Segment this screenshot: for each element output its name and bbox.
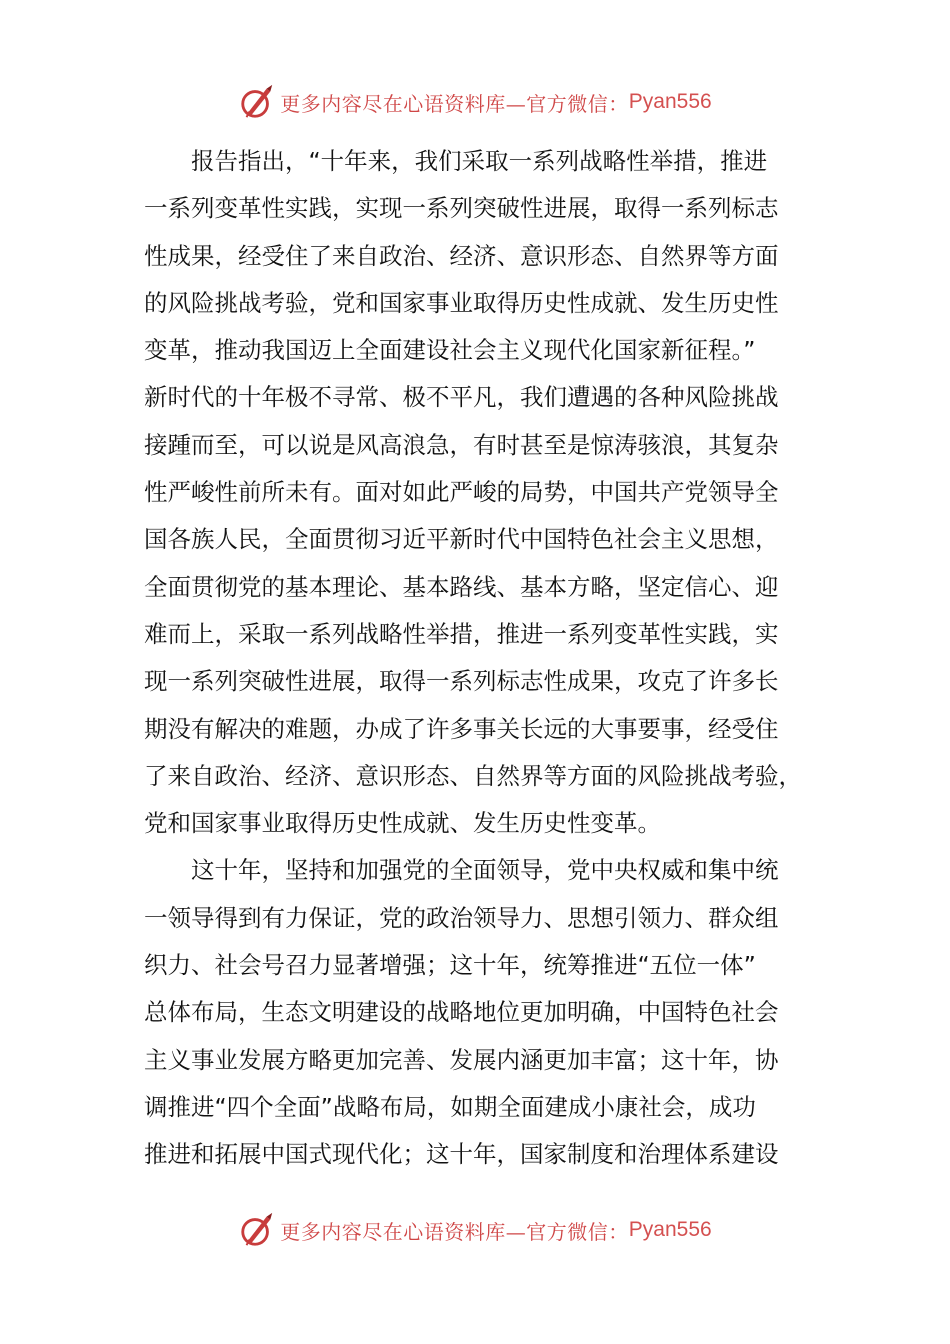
text-line: 接踵而至，可以说是风高浪急，有时甚至是惊涛骇浪，其复杂 (144, 430, 779, 459)
paragraph-2 (144, 847, 824, 1178)
text-line: 党和国家事业取得历史性成就、发生历史性变革。 (144, 809, 661, 838)
paragraph-1 (144, 138, 824, 847)
watermark-wechat-handle: Pyan556 (628, 1218, 712, 1241)
text-line: 一系列变革性实践，实现一系列突破性进展，取得一系列标志 (144, 194, 779, 223)
text-line: 一领导得到有力保证，党的政治领导力、思想引领力、群众组 (144, 903, 779, 932)
quill-pen-logo-icon (238, 83, 276, 121)
text-line: 主义事业发展方略更加完善、发展内涵更加丰富；这十年，协 (144, 1045, 779, 1074)
text-line: 这十年，坚持和加强党的全面领导，党中央权威和集中统 (144, 856, 779, 885)
text-line: 性成果，经受住了来自政治、经济、意识形态、自然界等方面 (144, 241, 779, 270)
document-body (144, 138, 824, 1179)
text-line: 期没有解决的难题，办成了许多事关长远的大事要事，经受住 (144, 714, 779, 743)
text-line: 变革，推动我国迈上全面建设社会主义现代化国家新征程。” (144, 336, 756, 365)
watermark-text: 更多内容尽在心语资料库—官方微信： (280, 91, 629, 116)
text-line: 性严峻性前所未有。面对如此严峻的局势，中国共产党领导全 (144, 478, 779, 507)
watermark-wechat-handle: Pyan556 (628, 90, 712, 113)
header-watermark-banner (0, 82, 950, 122)
watermark-text: 更多内容尽在心语资料库—官方微信： (280, 1219, 629, 1244)
footer-watermark-banner (0, 1210, 950, 1250)
text-line: 织力、社会号召力显著增强；这十年，统筹推进“五位一体” (144, 951, 756, 980)
text-line: 推进和拓展中国式现代化；这十年，国家制度和治理体系建设 (144, 1140, 779, 1169)
text-line: 报告指出，“十年来，我们采取一系列战略性举措，推进 (144, 147, 768, 175)
text-line: 国各族人民，全面贯彻习近平新时代中国特色社会主义思想， (144, 525, 779, 554)
text-line: 现一系列突破性进展，取得一系列标志性成果，攻克了许多长 (144, 667, 779, 696)
quill-pen-logo-icon (238, 1211, 276, 1249)
text-line: 难而上，采取一系列战略性举措，推进一系列变革性实践，实 (144, 619, 779, 648)
text-line: 新时代的十年极不寻常、极不平凡，我们遭遇的各种风险挑战 (144, 383, 779, 412)
text-line: 调推进“四个全面”战略布局，如期全面建成小康社会，成功 (144, 1092, 756, 1121)
text-line: 总体布局，生态文明建设的战略地位更加明确，中国特色社会 (144, 998, 779, 1027)
text-line: 全面贯彻党的基本理论、基本路线、基本方略，坚定信心、迎 (144, 572, 779, 601)
text-line: 的风险挑战考验，党和国家事业取得历史性成就、发生历史性 (144, 288, 779, 317)
text-line: 了来自政治、经济、意识形态、自然界等方面的风险挑战考验， (144, 761, 802, 790)
